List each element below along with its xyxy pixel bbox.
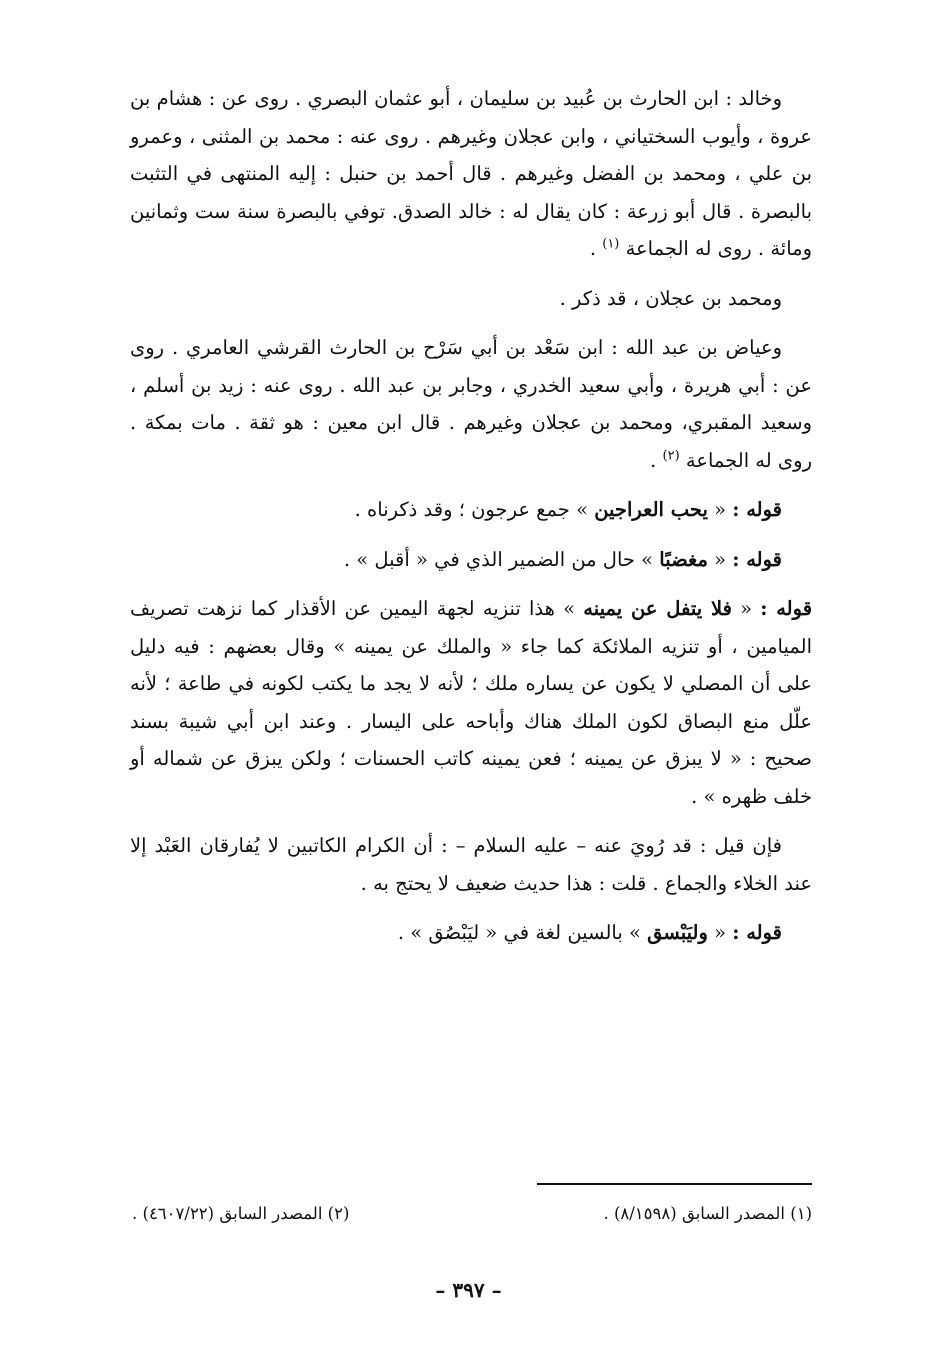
- qawluh-label: قوله :: [732, 921, 782, 944]
- qawluh-label: قوله :: [732, 547, 782, 571]
- paragraph-iyad-end: .: [650, 448, 663, 472]
- paragraph-fain-qila-text: فإن قيل : قد رُويَ عنه – عليه السلام – : أن الكرام الكاتبين لا يُفارقان العَبْد إلا عند الخلاء والجماع . قلت : هذا حديث ضعيف لا يحتج به .: [130, 834, 812, 895]
- paragraph-qawluh-mughdaban: [130, 541, 812, 579]
- quoted-keyword: مغضبًا: [659, 547, 708, 571]
- quoted-keyword: فلا يتفل عن يمينه: [583, 597, 732, 620]
- footnote-ref-1: (١): [602, 236, 620, 252]
- commentary-text: » جمع عرجون ؛ وقد ذكرناه .: [354, 498, 595, 521]
- paragraph-khalid-text: وخالد : ابن الحارث بن عُبيد بن سليمان ، أبو عثمان البصري . روى عن : هشام بن عروة ، وأيوب السختياني ، وابن عجلان وغيرهم . روى عنه : محمد بن المثنى ، وعمرو بن علي ، ومحمد بن الفضل وغيرهم . قال أحمد بن حنبل : إليه المنتهى في التثبت بالبصرة . قال أبو زرعة : كان يقال له : خالد الصدق. توفي بالبصرة سنة ست وثمانين ومائة . روى له الجماعة: [130, 87, 812, 260]
- paragraph-qawluh-arajin: [130, 491, 812, 529]
- paragraph-khalid-end: .: [589, 237, 603, 260]
- footnote-2: (٢) المصدر السابق (٤٦٠٧/٢٢) .: [132, 1204, 350, 1223]
- quoted-keyword: وليَبْسق: [647, 921, 708, 944]
- paragraph-muhammad-text: ومحمد بن عجلان ، قد ذكر .: [559, 286, 782, 310]
- qawluh-label: قوله :: [760, 597, 813, 620]
- quote-open: «: [707, 921, 733, 944]
- paragraph-qawluh-yatfil: [130, 590, 812, 815]
- page-number: – ٣٩٧ –: [435, 1278, 502, 1302]
- footnotes: [132, 1200, 812, 1228]
- page-body: [130, 80, 812, 964]
- commentary-text: » حال من الضمير الذي في « أقبل » .: [343, 547, 660, 571]
- footnote-ref-2: (٢): [662, 448, 680, 463]
- quote-open: «: [707, 498, 733, 521]
- paragraph-muhammad-ibn-ajlan: [130, 280, 812, 318]
- commentary-text: » بالسين لغة في « ليَبْصُق » .: [397, 921, 648, 944]
- quoted-keyword: يحب العراجين: [594, 498, 708, 521]
- paragraph-qawluh-yabsuq: [130, 914, 812, 952]
- quote-open: «: [707, 547, 733, 571]
- paragraph-iyad-text: وعياض بن عبد الله : ابن سَعْد بن أبي سَرْح بن الحارث القرشي العامري . روى عن : أبي هريرة ، وأبي سعيد الخدري ، وجابر بن عبد الله . روى عنه : زيد بن أسلم ، وسعيد المقبري، ومحمد بن عجلان وغيرهم . قال ابن معين : هو ثقة . مات بمكة . روى له الجماعة: [130, 336, 812, 472]
- paragraph-iyad: [130, 329, 812, 479]
- footnote-divider: [537, 1183, 812, 1185]
- paragraph-fain-qila: [130, 827, 812, 902]
- commentary-text: » هذا تنزيه لجهة اليمين عن الأقذار كما نزهت تصريف الميامين ، أو تنزيه الملائكة كما جاء « والملك عن يمينه » وقال بعضهم : فيه دليل على أن المصلي لا يكون عن يساره ملك ؛ لأنه لا يجد ما يكتب لكونه في طاعة ؛ لأنه علّل منع البصاق لكون الملك هناك وأباحه على اليسار . وعند ابن أبي شيبة بسند صحيح : « لا يبزق عن يمينه ؛ فعن يمينه كاتب الحسنات ؛ ولكن يبزق عن شماله أو خلف ظهره » .: [130, 597, 812, 808]
- paragraph-khalid: [130, 80, 812, 268]
- quote-open: «: [731, 597, 761, 620]
- qawluh-label: قوله :: [732, 498, 782, 521]
- footnote-1: (١) المصدر السابق (٨/١٥٩٨) .: [603, 1204, 812, 1223]
